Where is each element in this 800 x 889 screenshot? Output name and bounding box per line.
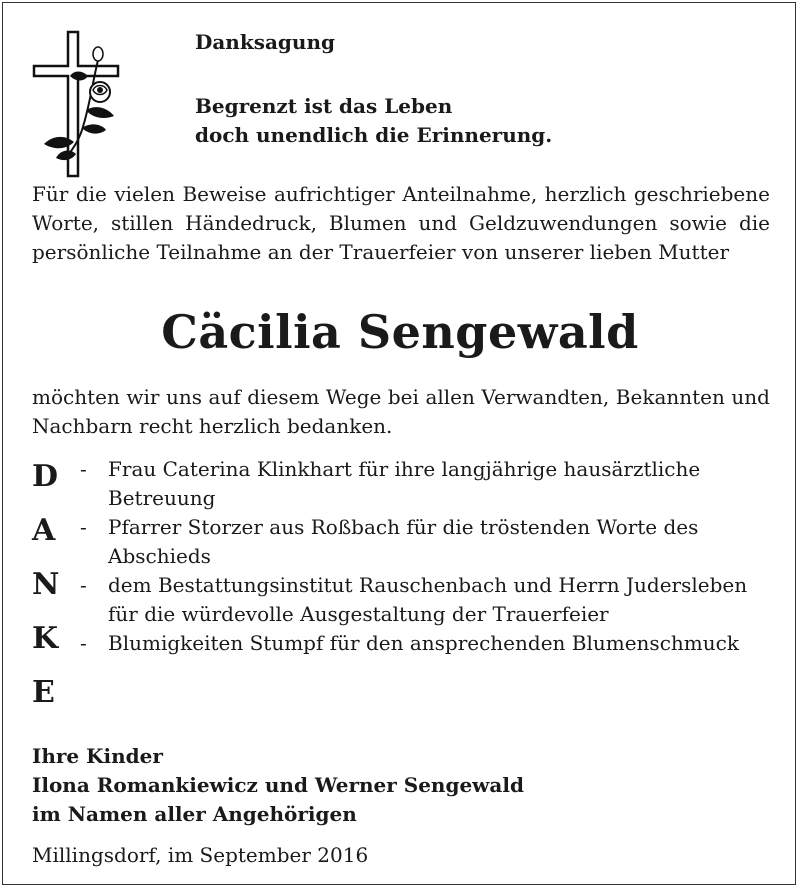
motto — [195, 92, 552, 150]
signature-line-1: Ihre Kinder — [32, 744, 163, 768]
deceased-name: Cäcilia Sengewald — [161, 305, 639, 359]
list-dash: - — [80, 631, 87, 655]
list-dash: - — [80, 515, 87, 539]
motto-line-1: Begrenzt ist das Leben — [195, 94, 453, 118]
signature-line-2: Ilona Romankiewicz und Werner Sengewald — [32, 773, 524, 797]
list-item — [80, 571, 770, 629]
list-item-text: Pfarrer Storzer aus Roßbach für die tröstenden Worte des Abschieds — [108, 515, 699, 568]
danke-letter: K — [32, 621, 59, 656]
list-item-text: Frau Caterina Klinkhart für ihre langjährige hausärztliche Betreuung — [108, 457, 701, 510]
danke-letter: D — [32, 459, 59, 494]
list-item — [80, 629, 770, 658]
thanks-list — [80, 455, 770, 658]
danke-acrostic — [32, 460, 82, 730]
list-dash: - — [80, 457, 87, 481]
signature-line-3: im Namen aller Angehörigen — [32, 802, 357, 826]
heading: Danksagung — [195, 30, 335, 54]
danke-letter: E — [32, 675, 55, 710]
list-dash: - — [80, 573, 87, 597]
thanks-paragraph: möchten wir uns auf diesem Wege bei allen Verwandten, Bekannten und Nachbarn recht herzlich bedanken. — [32, 385, 770, 438]
place-date: Millingsdorf, im September 2016 — [32, 843, 369, 867]
intro-paragraph: Für die vielen Beweise aufrichtiger Anteilnahme, herzlich geschriebene Worte, stillen Händedruck, Blumen und Geldzuwendungen sowie die persönliche Teilnahme an der Trauerfeier von unserer lieben Mutter — [32, 182, 770, 264]
list-item — [80, 455, 770, 513]
motto-line-2: doch unendlich die Erinnerung. — [195, 123, 553, 147]
list-item-text: dem Bestattungsinstitut Rauschenbach und Herrn Judersleben für die würdevolle Ausgestaltung der Trauerfeier — [108, 573, 748, 626]
list-item — [80, 513, 770, 571]
signature-block — [32, 742, 524, 829]
danke-letter: N — [32, 567, 60, 602]
danke-letter: A — [32, 513, 56, 548]
cross-with-rose-icon — [30, 30, 125, 178]
list-item-text: Blumigkeiten Stumpf für den ansprechenden Blumenschmuck — [108, 631, 739, 655]
